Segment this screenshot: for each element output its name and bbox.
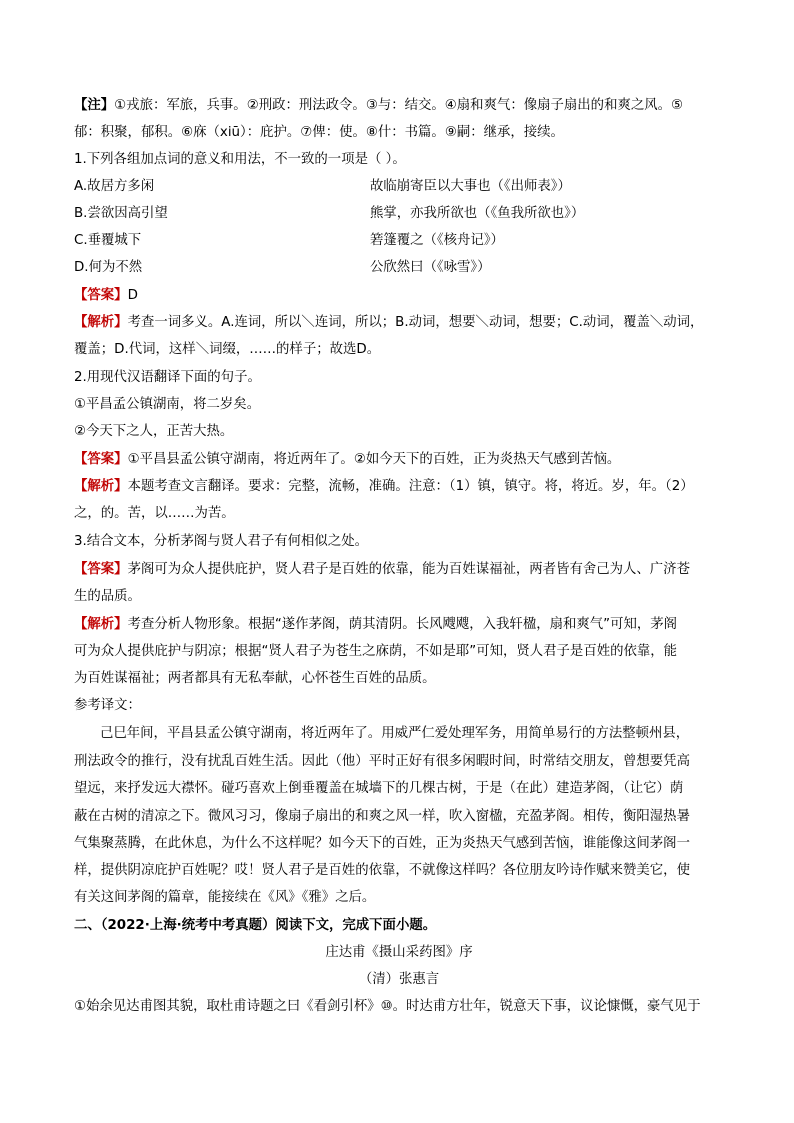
- notes-line-2: 郁：积聚，郁积。⑥庥（xiū）：庇护。⑦俾：使。⑧什：书篇。⑨嗣：继承，接续。: [74, 125, 564, 140]
- translation-label: 参考译文：: [74, 698, 141, 713]
- q2-analysis-line-1: 【解析】本题考查文言翻译。要求：完整，流畅，准确。注意：（1）镇，镇守。将，将近。岁，年。（2）: [74, 479, 694, 494]
- translation-line: 气集聚蒸腾，在此休息，为什么不这样呢？如今天下的百姓，正为炎热天气感到苦恼，谁能像这间茅阁一: [74, 836, 690, 851]
- notes-label: 【注】: [74, 98, 115, 113]
- q2-sentence-1: ①平昌孟公镇湖南，将二岁矣。: [74, 397, 261, 412]
- answer-label: 【答案】: [74, 452, 128, 467]
- q2-stem: 2.用现代汉语翻译下面的句子。: [74, 370, 261, 385]
- q2-answer: 【答案】①平昌县孟公镇守湖南，将近两年了。②如今天下的百姓，正为炎热天气感到苦恼。: [74, 452, 621, 467]
- answer-label: 【答案】: [74, 562, 128, 577]
- translation-line: 望远，来抒发远大襟怀。碰巧喜欢上倒垂覆盖在城墙下的几棵古树，于是（在此）建造茅阁，（让它）荫: [74, 781, 684, 796]
- q2-sentence-2: ②今天下之人，正苦大热。: [74, 424, 234, 439]
- passage-first-line: ①始余见达甫图其貌，取杜甫诗题之曰《看剑引杯》⑩。时达甫方壮年，锐意天下事，议论慷慨，豪气见于: [74, 999, 701, 1014]
- passage-author: （清）张惠言: [358, 972, 440, 987]
- passage-title: 庄达甫《摄山采药图》序: [325, 945, 473, 960]
- q2-analysis-line-2: 之，的。苦，以……为苦。: [74, 506, 235, 521]
- translation-line: 样，提供阴凉庇护百姓呢？哎！贤人君子是百姓的依靠，不就像这样吗？各位朋友吟诗作赋来赞美它，使: [74, 863, 690, 878]
- q3-stem: 3.结合文本，分析茅阁与贤人君子有何相似之处。: [74, 534, 368, 549]
- q3-analysis-line-2: 可为众人提供庇护与阴凉；根据“贤人君子为苍生之庥荫，不如是耶”可知，贤人君子是百姓的依靠，能: [74, 644, 678, 659]
- q1-option-c: C.垂覆城下 箬篷覆之（《核舟记》）: [74, 233, 504, 248]
- analysis-label: 【解析】: [74, 617, 128, 632]
- q1-option-a: A.故居方多闲 故临崩寄臣以大事也（《出师表》）: [74, 179, 571, 194]
- translation-line: 刑法政令的推行，没有扰乱百姓生活。因此（他）平时正好有很多闲暇时间，时常结交朋友，曾想要凭高: [74, 754, 690, 769]
- q3-analysis-line-3: 为百姓谋福祉；两者都具有无私奉献，心怀苍生百姓的品质。: [74, 671, 436, 686]
- translation-line: 己巳年间，平昌县孟公镇守湖南，将近两年了。用威严仁爱处理军务，用简单易行的方法整顿州县，: [100, 726, 690, 741]
- translation-line: 蔽在古树的清凉之下。微风习习，像扇子扇出的和爽之风一样，吹入窗楹，充盈茅阁。相传，衡阳湿热暑: [74, 809, 690, 824]
- q1-analysis-line-2: 覆盖；D.代词，这样＼词缀，……的样子；故选D。: [74, 342, 381, 357]
- q3-answer-line-2: 生的品质。: [74, 589, 141, 604]
- answer-label: 【答案】: [74, 288, 128, 303]
- section-heading: 二、（2022·上海·统考中考真题）阅读下文，完成下面小题。: [74, 918, 437, 933]
- q3-answer-line-1: 【答案】茅阁可为众人提供庇护，贤人君子是百姓的依靠，能为百姓谋福祉，两者皆有舍己为人、广济苍: [74, 562, 690, 577]
- notes-text-1: ①戎旅：军旅，兵事。②刑政：刑法政令。③与：结交。④扇和爽气：像扇子扇出的和爽之风。⑤: [114, 98, 684, 113]
- q1-answer: 【答案】D: [74, 288, 138, 303]
- q1-stem: 1.下列各组加点词的意义和用法，不一致的一项是（ ）。: [74, 152, 406, 167]
- q3-analysis-line-1: 【解析】考查分析人物形象。根据“遂作茅阁，荫其清阴。长风飕飕，入我轩楹，扇和爽气”可知，茅阁: [74, 617, 678, 632]
- translation-line: 有关这间茅阁的篇章，能接续在《风》《雅》之后。: [74, 890, 376, 905]
- analysis-label: 【解析】: [74, 315, 128, 330]
- q1-option-d: D.何为不然 公欣然曰（《咏雪》）: [74, 260, 491, 275]
- analysis-label: 【解析】: [74, 479, 128, 494]
- notes-line-1: [74, 92, 724, 119]
- q1-analysis-line-1: 【解析】考查一词多义。A.连词，所以＼连词，所以；B.动词，想要＼动词，想要；C.动词，覆盖＼动词，: [74, 315, 704, 330]
- q1-option-b: B.尝欲因高引望 熊掌，亦我所欲也（《鱼我所欲也》）: [74, 206, 585, 221]
